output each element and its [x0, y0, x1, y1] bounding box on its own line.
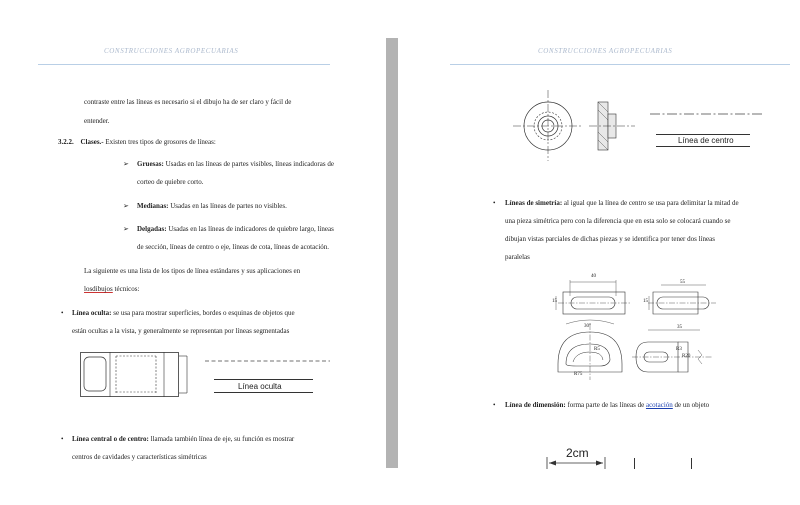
- list-item-term: Gruesas:: [137, 160, 164, 168]
- paragraph-text: técnicos:: [112, 285, 140, 293]
- dimension-label: 40: [591, 274, 596, 279]
- bullet-text: al igual que la línea de centro se usa para delimitar la mitad de: [562, 199, 739, 207]
- list-item: [137, 160, 334, 169]
- header-rule: [450, 64, 790, 65]
- bullet-icon: •: [61, 435, 64, 443]
- bullet-term: Línea central o de centro:: [72, 435, 149, 443]
- bullet-text: una pieza simétrica pero con la diferencia que en esta solo se colocará cuando se: [505, 217, 731, 225]
- section-text: Existen tres tipos de grosores de líneas:: [103, 138, 216, 146]
- dimension-label: R20: [682, 354, 691, 359]
- misspelled-word: losdibujos: [84, 285, 113, 293]
- dimension-line-figure: [546, 456, 606, 470]
- paragraph-line: entender.: [84, 117, 110, 125]
- left-page: [0, 0, 386, 505]
- arrow-bullet-icon: ➢: [123, 225, 129, 233]
- dimension-label: R5: [594, 347, 600, 352]
- list-item-term: Medianas:: [137, 202, 169, 210]
- bullet-paragraph: [72, 435, 294, 444]
- bullet-paragraph: [505, 401, 709, 410]
- figure-caption: Línea oculta: [238, 382, 282, 391]
- section-number: 3.2.2.: [58, 138, 74, 146]
- bullet-icon: •: [493, 401, 496, 409]
- bullet-text: forma parte de las líneas de: [565, 401, 646, 409]
- caption-rule: [214, 379, 313, 380]
- dimension-label: 15: [643, 299, 648, 304]
- bullet-text: se usa para mostrar superficies, bordes o esquinas de objetos que: [111, 309, 295, 317]
- bullet-text: llamada también línea de eje, su función es mostrar: [148, 435, 295, 443]
- paragraph-line: [84, 285, 139, 294]
- dimension-label: R3: [676, 347, 682, 352]
- page-header: CONSTRUCCIONES AGROPECUARIAS: [538, 47, 673, 55]
- right-page: [398, 0, 800, 505]
- center-line-sample: [650, 111, 762, 117]
- bullet-text: centros de cavidades y características simétricas: [72, 453, 207, 461]
- caption-rule: [214, 392, 313, 393]
- extension-line: [691, 458, 692, 469]
- bullet-text: están ocultas a la vista, y generalmente se representan por líneas segmentadas: [72, 327, 290, 335]
- dimension-label: 35: [677, 325, 682, 330]
- hidden-line-figure: [80, 352, 190, 397]
- paragraph-line: contraste entre las líneas es necesario si el dibujo ha de ser claro y fácil de: [84, 98, 292, 106]
- caption-rule: [656, 134, 750, 135]
- bullet-text: dibujan vistas parciales de dichas piezas y se identifica por tener dos líneas: [505, 235, 715, 243]
- dimension-label: 55: [680, 280, 685, 285]
- list-item-term: Delgadas:: [137, 225, 167, 233]
- bullet-text: de un objeto: [672, 401, 710, 409]
- list-item-text: Usadas en las líneas de partes visibles, líneas indicadoras de: [163, 160, 334, 168]
- acotacion-link[interactable]: acotación: [645, 401, 673, 409]
- dimension-caption: 2cm: [566, 446, 589, 460]
- bullet-term: Línea oculta:: [72, 309, 112, 317]
- list-item-text: de sección, líneas de centro o eje, líneas de cota, líneas de acotación.: [137, 243, 330, 251]
- section-title: Clases.-: [80, 138, 104, 146]
- bullet-icon: •: [493, 199, 496, 207]
- bullet-icon: •: [61, 309, 64, 317]
- section-heading: [58, 138, 216, 147]
- dashed-line-sample: [205, 358, 330, 364]
- dimension-label: 30°: [584, 324, 591, 329]
- list-item: [137, 225, 334, 234]
- caption-rule: [656, 146, 750, 147]
- extension-line: [634, 458, 635, 469]
- list-item-text: corteo de quiebre corto.: [137, 178, 204, 186]
- bullet-term: Línea de dimensión:: [505, 401, 566, 409]
- bullet-text: paralelas: [505, 253, 530, 261]
- symmetry-figures: [548, 272, 720, 386]
- page-gutter: [386, 38, 398, 468]
- list-item: [137, 202, 287, 211]
- arrow-bullet-icon: ➢: [123, 160, 129, 168]
- center-line-figure: [513, 88, 638, 163]
- dimension-label: 15: [552, 299, 557, 304]
- paragraph-line: La siguiente es una lista de los tipos de línea estándares y sus aplicaciones en: [84, 267, 301, 275]
- header-rule: [38, 64, 330, 65]
- list-item-text: Usadas en las líneas de indicadores de quiebre largo, líneas: [166, 225, 334, 233]
- figure-caption: Línea de centro: [678, 136, 734, 145]
- bullet-paragraph: [72, 309, 295, 318]
- arrow-bullet-icon: ➢: [123, 202, 129, 210]
- list-item-text: Usadas en las líneas de partes no visibles.: [168, 202, 287, 210]
- bullet-term: Líneas de simetría:: [505, 199, 563, 207]
- page-header: CONSTRUCCIONES AGROPECUARIAS: [104, 47, 239, 55]
- bullet-paragraph: [505, 199, 739, 208]
- dimension-label: R75: [574, 372, 583, 377]
